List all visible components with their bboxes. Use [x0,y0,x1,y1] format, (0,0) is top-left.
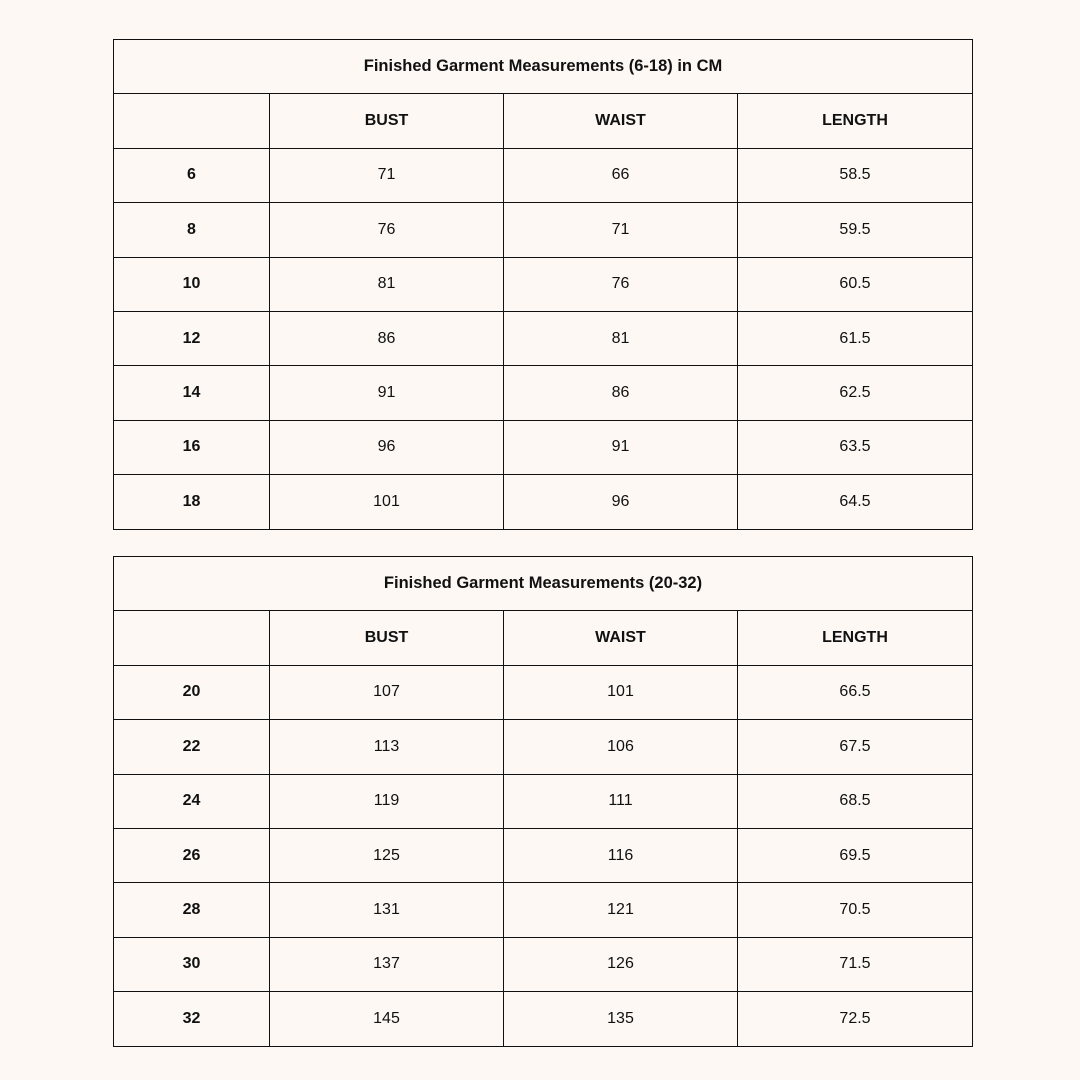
table-row [114,257,973,311]
table-row [114,828,973,882]
table-title: Finished Garment Measurements (20-32) [114,557,973,611]
length-cell: 62.5 [738,366,973,420]
column-header-waist: WAIST [504,94,738,148]
bust-cell: 119 [270,774,504,828]
length-cell: 58.5 [738,148,973,202]
size-cell: 22 [114,720,270,774]
length-cell: 70.5 [738,883,973,937]
size-chart-table-plus [113,556,973,1047]
waist-cell: 121 [504,883,738,937]
table-title: Finished Garment Measurements (6-18) in CM [114,40,973,94]
bust-cell: 96 [270,420,504,474]
bust-cell: 91 [270,366,504,420]
waist-cell: 96 [504,475,738,529]
bust-cell: 137 [270,937,504,991]
table-row [114,366,973,420]
bust-cell: 113 [270,720,504,774]
size-cell: 26 [114,828,270,882]
column-header-bust: BUST [270,611,504,665]
size-cell: 30 [114,937,270,991]
waist-cell: 101 [504,665,738,719]
bust-cell: 86 [270,311,504,365]
waist-cell: 81 [504,311,738,365]
bust-cell: 71 [270,148,504,202]
length-cell: 64.5 [738,475,973,529]
waist-cell: 106 [504,720,738,774]
size-cell: 20 [114,665,270,719]
table-row [114,720,973,774]
bust-cell: 125 [270,828,504,882]
column-header-size [114,611,270,665]
table-title-row [114,557,973,611]
length-cell: 66.5 [738,665,973,719]
column-header-row [114,94,973,148]
table-row [114,992,973,1046]
size-chart-table-cm [113,39,973,530]
table-row [114,203,973,257]
table-row [114,665,973,719]
table-row [114,420,973,474]
size-cell: 14 [114,366,270,420]
table-row [114,475,973,529]
waist-cell: 76 [504,257,738,311]
column-header-bust: BUST [270,94,504,148]
size-cell: 24 [114,774,270,828]
waist-cell: 66 [504,148,738,202]
column-header-length: LENGTH [738,611,973,665]
size-cell: 28 [114,883,270,937]
waist-cell: 91 [504,420,738,474]
length-cell: 68.5 [738,774,973,828]
waist-cell: 126 [504,937,738,991]
table-row [114,148,973,202]
size-cell: 6 [114,148,270,202]
bust-cell: 101 [270,475,504,529]
bust-cell: 76 [270,203,504,257]
bust-cell: 131 [270,883,504,937]
waist-cell: 116 [504,828,738,882]
column-header-length: LENGTH [738,94,973,148]
size-cell: 18 [114,475,270,529]
table-row [114,883,973,937]
size-cell: 32 [114,992,270,1046]
waist-cell: 86 [504,366,738,420]
length-cell: 72.5 [738,992,973,1046]
bust-cell: 145 [270,992,504,1046]
table-row [114,311,973,365]
length-cell: 60.5 [738,257,973,311]
column-header-row [114,611,973,665]
bust-cell: 107 [270,665,504,719]
length-cell: 71.5 [738,937,973,991]
column-header-size [114,94,270,148]
length-cell: 63.5 [738,420,973,474]
waist-cell: 135 [504,992,738,1046]
size-cell: 16 [114,420,270,474]
table-row [114,937,973,991]
size-cell: 8 [114,203,270,257]
bust-cell: 81 [270,257,504,311]
table-title-row [114,40,973,94]
length-cell: 61.5 [738,311,973,365]
length-cell: 67.5 [738,720,973,774]
table-row [114,774,973,828]
waist-cell: 111 [504,774,738,828]
waist-cell: 71 [504,203,738,257]
length-cell: 59.5 [738,203,973,257]
size-cell: 10 [114,257,270,311]
column-header-waist: WAIST [504,611,738,665]
size-cell: 12 [114,311,270,365]
length-cell: 69.5 [738,828,973,882]
